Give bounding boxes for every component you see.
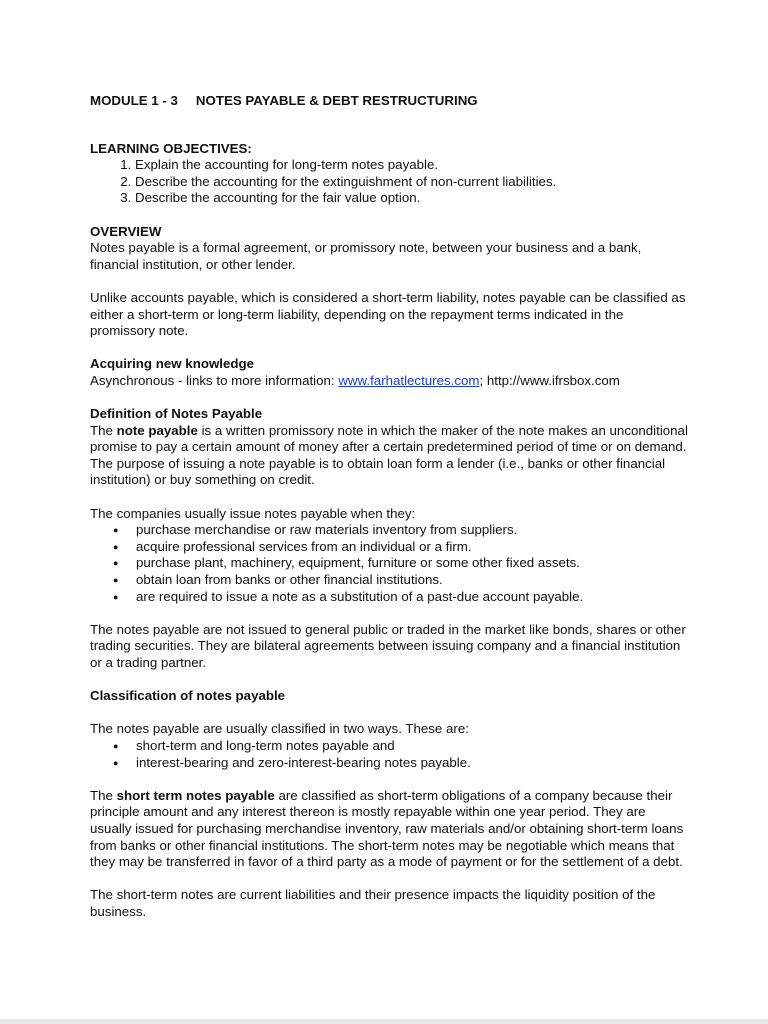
acquiring-prefix: Asynchronous - links to more information: xyxy=(90,372,339,388)
short-term-term: short term notes payable xyxy=(116,787,275,803)
acquiring-suffix: ; http://www.ifrsbox.com xyxy=(479,372,620,388)
learning-objectives-list xyxy=(90,157,688,207)
classification-list xyxy=(90,738,688,771)
definition-lead: The xyxy=(90,422,117,438)
definition-paragraph xyxy=(90,423,688,489)
current-liabilities-paragraph: The short-term notes are current liabilities and their presence impacts the liquidity position of the business. xyxy=(90,887,656,919)
definition-heading: Definition of Notes Payable xyxy=(90,406,263,422)
objective-item: 1. Explain the accounting for long-term notes payable. xyxy=(135,157,688,174)
module-title xyxy=(90,93,688,110)
list-item: ● obtain loan from banks or other financial institutions. xyxy=(136,572,688,589)
objective-item: 2. Describe the accounting for the extinguishment of non-current liabilities. xyxy=(135,174,688,191)
acquiring-knowledge-line xyxy=(90,373,688,390)
page-bottom-edge xyxy=(0,1019,768,1024)
list-item: ● purchase plant, machinery, equipment, furniture or some other fixed assets. xyxy=(136,555,688,572)
short-term-lead: The xyxy=(90,787,117,803)
acquiring-knowledge-heading: Acquiring new knowledge xyxy=(90,356,255,372)
farhat-lectures-link[interactable]: www.farhatlectures.com xyxy=(338,372,480,388)
short-term-rest: are classified as short-term obligations of a company because their principle amount and any interest thereon is mostly repayable within one year period. They are usually issued for purchasing merchandise inventory, raw materials and/or obtaining short-term loans from banks or other financial institutions. The short-term notes may be negotiable which means that they may be transferred in favor of a third party as a mode of payment or for the settlement of a debt. xyxy=(90,787,684,870)
overview-heading: OVERVIEW xyxy=(90,223,162,239)
classification-heading: Classification of notes payable xyxy=(90,688,286,704)
overview-paragraph-2: Unlike accounts payable, which is considered a short-term liability, notes payable can be classified as either a short-term or long-term liability, depending on the repayment terms indicated in the promissory note. xyxy=(90,289,686,339)
module-number: MODULE 1 - 3 xyxy=(90,93,178,108)
list-item: ● interest-bearing and zero-interest-bearing notes payable. xyxy=(136,755,688,772)
note-payable-term: note payable xyxy=(116,422,198,438)
list-item: ● are required to issue a note as a substitution of a past-due account payable. xyxy=(136,589,688,606)
list-item: ● short-term and long-term notes payable and xyxy=(136,738,688,755)
module-name: NOTES PAYABLE & DEBT RESTRUCTURING xyxy=(195,93,478,108)
notes-not-issued-paragraph: The notes payable are not issued to general public or traded in the market like bonds, shares or other trading securities. They are bilateral agreements between issuing company and a financial institution or a trading partner. xyxy=(90,621,686,670)
list-item: ● purchase merchandise or raw materials inventory from suppliers. xyxy=(136,522,688,539)
issue-reasons-list xyxy=(90,522,688,605)
definition-rest: is a written promissory note in which the maker of the note makes an unconditional promise to pay a certain amount of money after a certain predetermined period of time or on demand. The purpose of issuing a note payable is to obtain loan form a lender (i.e., banks or other financial institution) or buy something on credit. xyxy=(90,422,688,488)
overview-paragraph-1: Notes payable is a formal agreement, or promissory note, between your business and a bank, financial institution, or other lender. xyxy=(90,240,642,272)
short-term-paragraph xyxy=(90,788,688,871)
learning-objectives-heading: LEARNING OBJECTIVES: xyxy=(90,140,252,156)
list-intro: The companies usually issue notes payable when they: xyxy=(90,505,416,521)
objective-item: 3. Describe the accounting for the fair value option. xyxy=(135,190,688,207)
list-item: ● acquire professional services from an individual or a firm. xyxy=(136,539,688,556)
classification-intro: The notes payable are usually classified in two ways. These are: xyxy=(90,721,469,737)
